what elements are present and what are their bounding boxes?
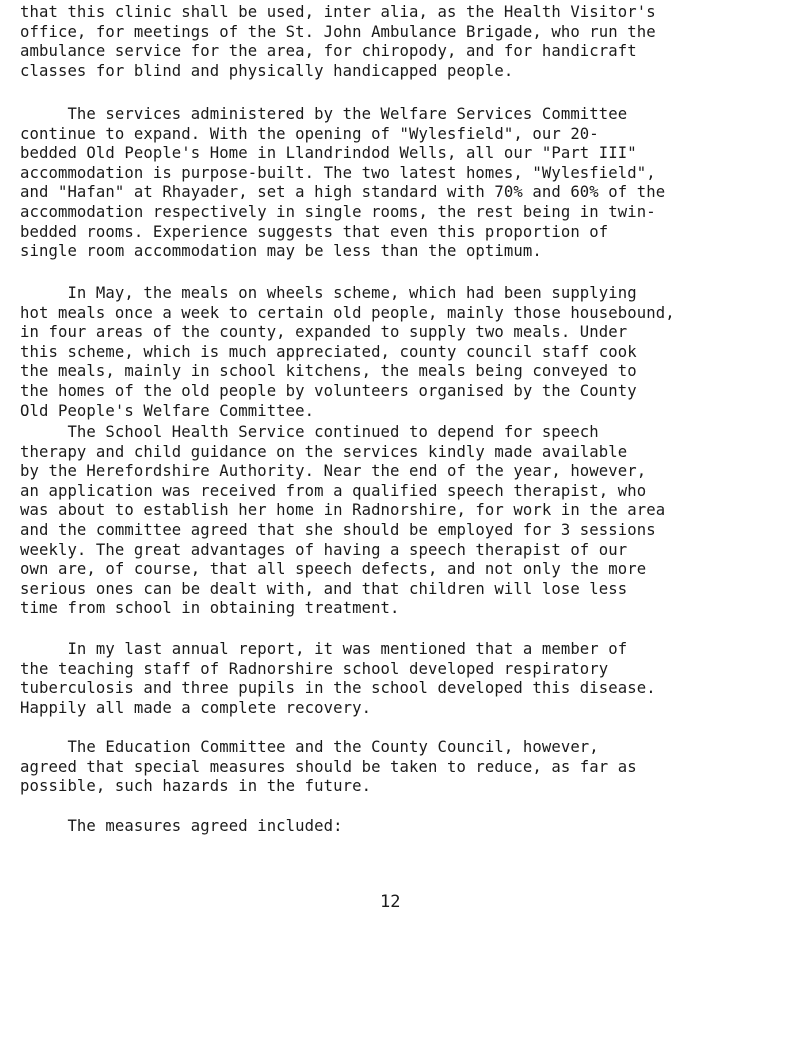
paragraph-school-health-service: The School Health Service continued to depend for speech therapy and child guidance on the services kindly made available by the Herefordshire Authority. Near the end of the year, however, an application was received from a qualified speech therapist, who was about to establish her home in Radnorshire, for work in the area and the committee agreed that she should be employed for 3 sessions weekly. The great advantages of having a speech therapist of our own are, of course, that all speech defects, and not only the more serious ones can be dealt with, and that children will lose less time from school in obtaining treatment. <box>20 423 666 618</box>
paragraph-education-committee: The Education Committee and the County Council, however, agreed that special measures should be taken to reduce, as far as possible, such hazards in the future. <box>20 738 637 796</box>
paragraph-welfare-services: The services administered by the Welfare Services Committee continue to expand. With the opening of "Wylesfield", our 20- bedded Old People's Home in Llandrindod Wells, all our "Part III" accommodation is purpose-built. The two latest homes, "Wylesfield", and "Hafan" at Rhayader, set a high standard with 70% and 60% of the accommodation respectively in single rooms, the rest being in twin- bedded rooms. Experience suggests that even this proportion of single room accommodation may be less than the optimum. <box>20 105 666 261</box>
paragraph-clinic-use: that this clinic shall be used, inter alia, as the Health Visitor's office, for meetings of the St. John Ambulance Brigade, who run the ambulance service for the area, for chiropody, and for handicraft classes for blind and physically handicapped people. <box>20 3 656 80</box>
paragraph-measures-intro: The measures agreed included: <box>20 817 343 835</box>
page-number: 12 <box>380 892 401 912</box>
paragraph-annual-report-tuberculosis: In my last annual report, it was mentioned that a member of the teaching staff of Radnorshire school developed respiratory tuberculosis and three pupils in the school developed this disease. Happily all made a complete recovery. <box>20 640 656 717</box>
paragraph-meals-on-wheels: In May, the meals on wheels scheme, which had been supplying hot meals once a week to certain old people, mainly those housebound, in four areas of the county, expanded to supply two meals. Under this scheme, which is much appreciated, county council staff cook the meals, mainly in school kitchens, the meals being conveyed to the homes of the old people by volunteers organised by the County Old People's Welfare Committee. <box>20 284 675 420</box>
